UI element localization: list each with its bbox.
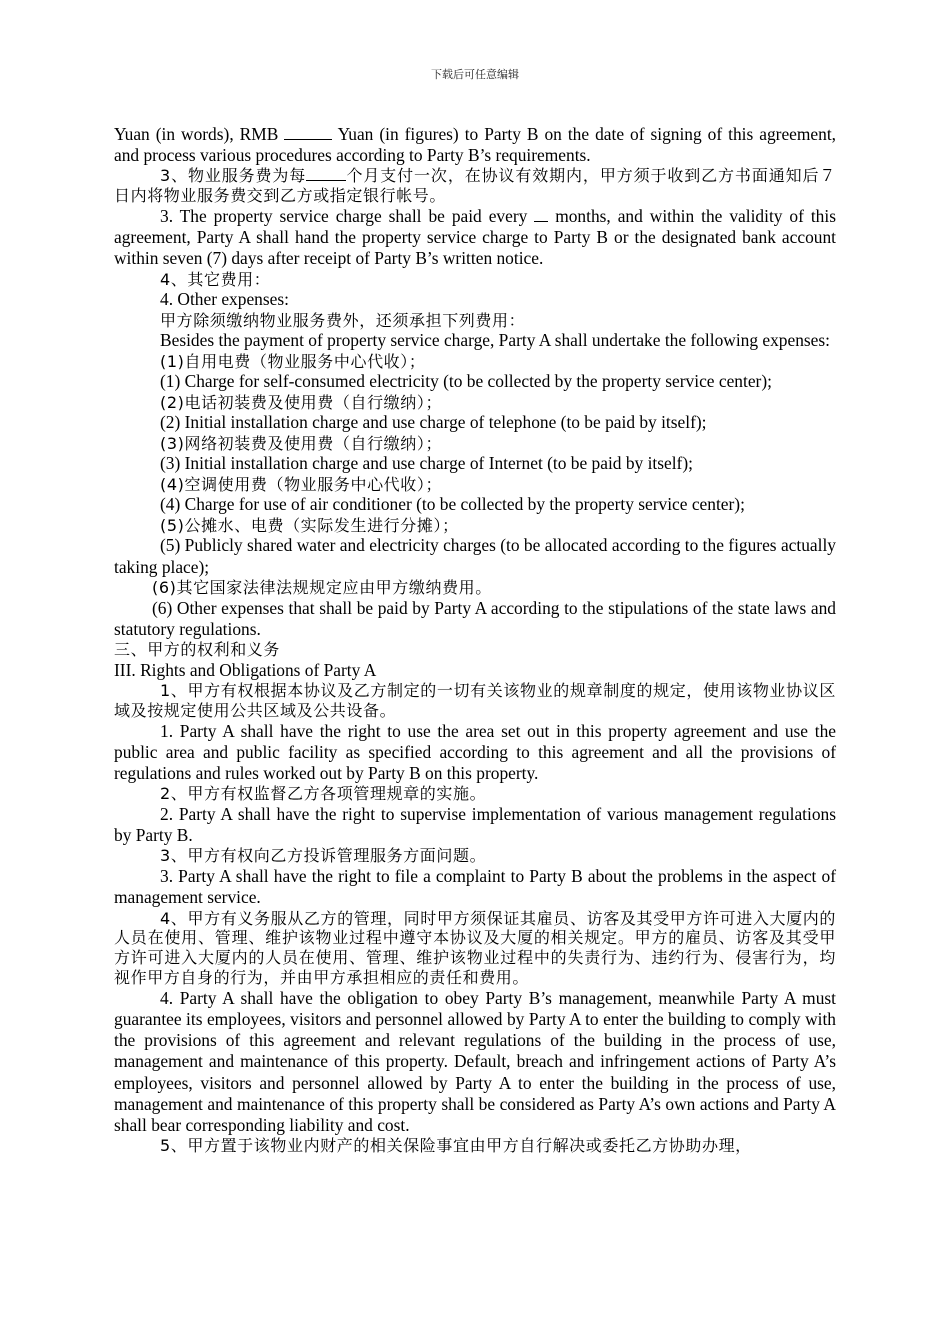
list-item: (5) Publicly shared water and electricity charges (to be allocated according to the figures actually taking place);: [114, 535, 836, 577]
list-item: (3)网络初装费及使用费（自行缴纳）；: [160, 433, 443, 453]
list-item: (1) Charge for self-consumed electricity (to be collected by the property service center);: [160, 371, 772, 392]
document-body: [114, 124, 836, 1156]
blank-line: [534, 207, 548, 222]
list-item: (4) Charge for use of air conditioner (to be collected by the property service center);: [160, 494, 745, 515]
paragraph: 4. Party A shall have the obligation to obey Party B’s management, meanwhile Party A must guarantee its employees, visitors and personnel allowed by Party A to enter the building to comply with the provisions of this agreement and relevant regulations of the building in the process of use, management and maintenance of this property. Default, breach and infringement actions of Party A’s employees, visitors and personnel allowed by Party A to enter the building in the process of use, management and maintenance of this property shall be considered as Party A’s own actions and Party A shall bear corresponding liability and cost.: [114, 987, 836, 1136]
paragraph: Besides the payment of property service charge, Party A shall undertake the following expenses:: [160, 330, 830, 351]
paragraph: 1. Party A shall have the right to use the area set out in this property agreement and use the public area and public facility as specified according to this agreement and all the provisions of regulations and rules worked out by Party B on this property.: [114, 720, 836, 784]
list-item: (6)其它国家法律法规规定应由甲方缴纳费用。: [152, 577, 492, 597]
paragraph: 2. Party A shall have the right to supervise implementation of various management regulations by Party B.: [114, 804, 836, 846]
paragraph: 3. Party A shall have the right to file a complaint to Party B about the problems in the aspect of management service.: [114, 866, 836, 908]
list-item: (2)电话初装费及使用费（自行缴纳）；: [160, 392, 443, 412]
paragraph: 3、物业服务费为每 个月支付一次，在协议有效期内，甲方须于收到乙方书面通知后７日内将物业服务费交到乙方或指定银行帐号。: [114, 166, 836, 206]
blank-line: [284, 125, 332, 140]
list-item: (5)公摊水、电费（实际发生进行分摊）；: [160, 515, 459, 535]
paragraph: 3. The property service charge shall be paid every months, and within the validity of this agreement, Party A shall hand the property service charge to Party B or the designated bank account within seven (7) days after receipt of Party B’s written notice.: [114, 206, 836, 269]
paragraph: 4、其它费用：: [160, 269, 271, 289]
paragraph: 1、甲方有权根据本协议及乙方制定的一切有关该物业的规章制度的规定，使用该物业协议区域及按规定使用公共区域及公共设备。: [114, 681, 836, 720]
list-item: (3) Initial installation charge and use charge of Internet (to be paid by itself);: [160, 453, 693, 474]
paragraph: 5、甲方置于该物业内财产的相关保险事宜由甲方自行解决或委托乙方协助办理，: [160, 1136, 752, 1156]
section-heading: 三、甲方的权利和义务: [114, 640, 281, 660]
paragraph: 2、甲方有权监督乙方各项管理规章的实施。: [160, 784, 487, 804]
paragraph: 4. Other expenses:: [160, 289, 289, 310]
list-item: (1)自用电费（物业服务中心代收）；: [160, 351, 426, 371]
blank-line: [306, 166, 346, 181]
paragraph: 甲方除须缴纳物业服务费外，还须承担下列费用：: [160, 310, 526, 330]
page-header: 下载后可任意编辑: [431, 68, 519, 81]
list-item: (2) Initial installation charge and use charge of telephone (to be paid by itself);: [160, 412, 707, 433]
paragraph: Yuan (in words), RMB Yuan (in figures) to Party B on the date of signing of this agreement, and process various procedures according to Party B’s requirements.: [114, 124, 837, 166]
paragraph: 4、甲方有义务服从乙方的管理，同时甲方须保证其雇员、访客及其受甲方许可进入大厦内的人员在使用、管理、维护该物业过程中遵守本协议及大厦的相关规定。甲方的雇员、访客及其受甲方许可进入大厦内的人员在使用、管理、维护该物业过程中的失责行为、违约行为、侵害行为，均视作甲方自身的行为，并由甲方承担相应的责任和费用。: [114, 908, 836, 988]
section-heading: III. Rights and Obligations of Party A: [114, 659, 377, 680]
paragraph: 3、甲方有权向乙方投诉管理服务方面问题。: [160, 846, 487, 866]
list-item: (6) Other expenses that shall be paid by Party A according to the stipulations of the state laws and statutory regulations.: [114, 597, 836, 639]
list-item: (4)空调使用费（物业服务中心代收）；: [160, 474, 443, 494]
